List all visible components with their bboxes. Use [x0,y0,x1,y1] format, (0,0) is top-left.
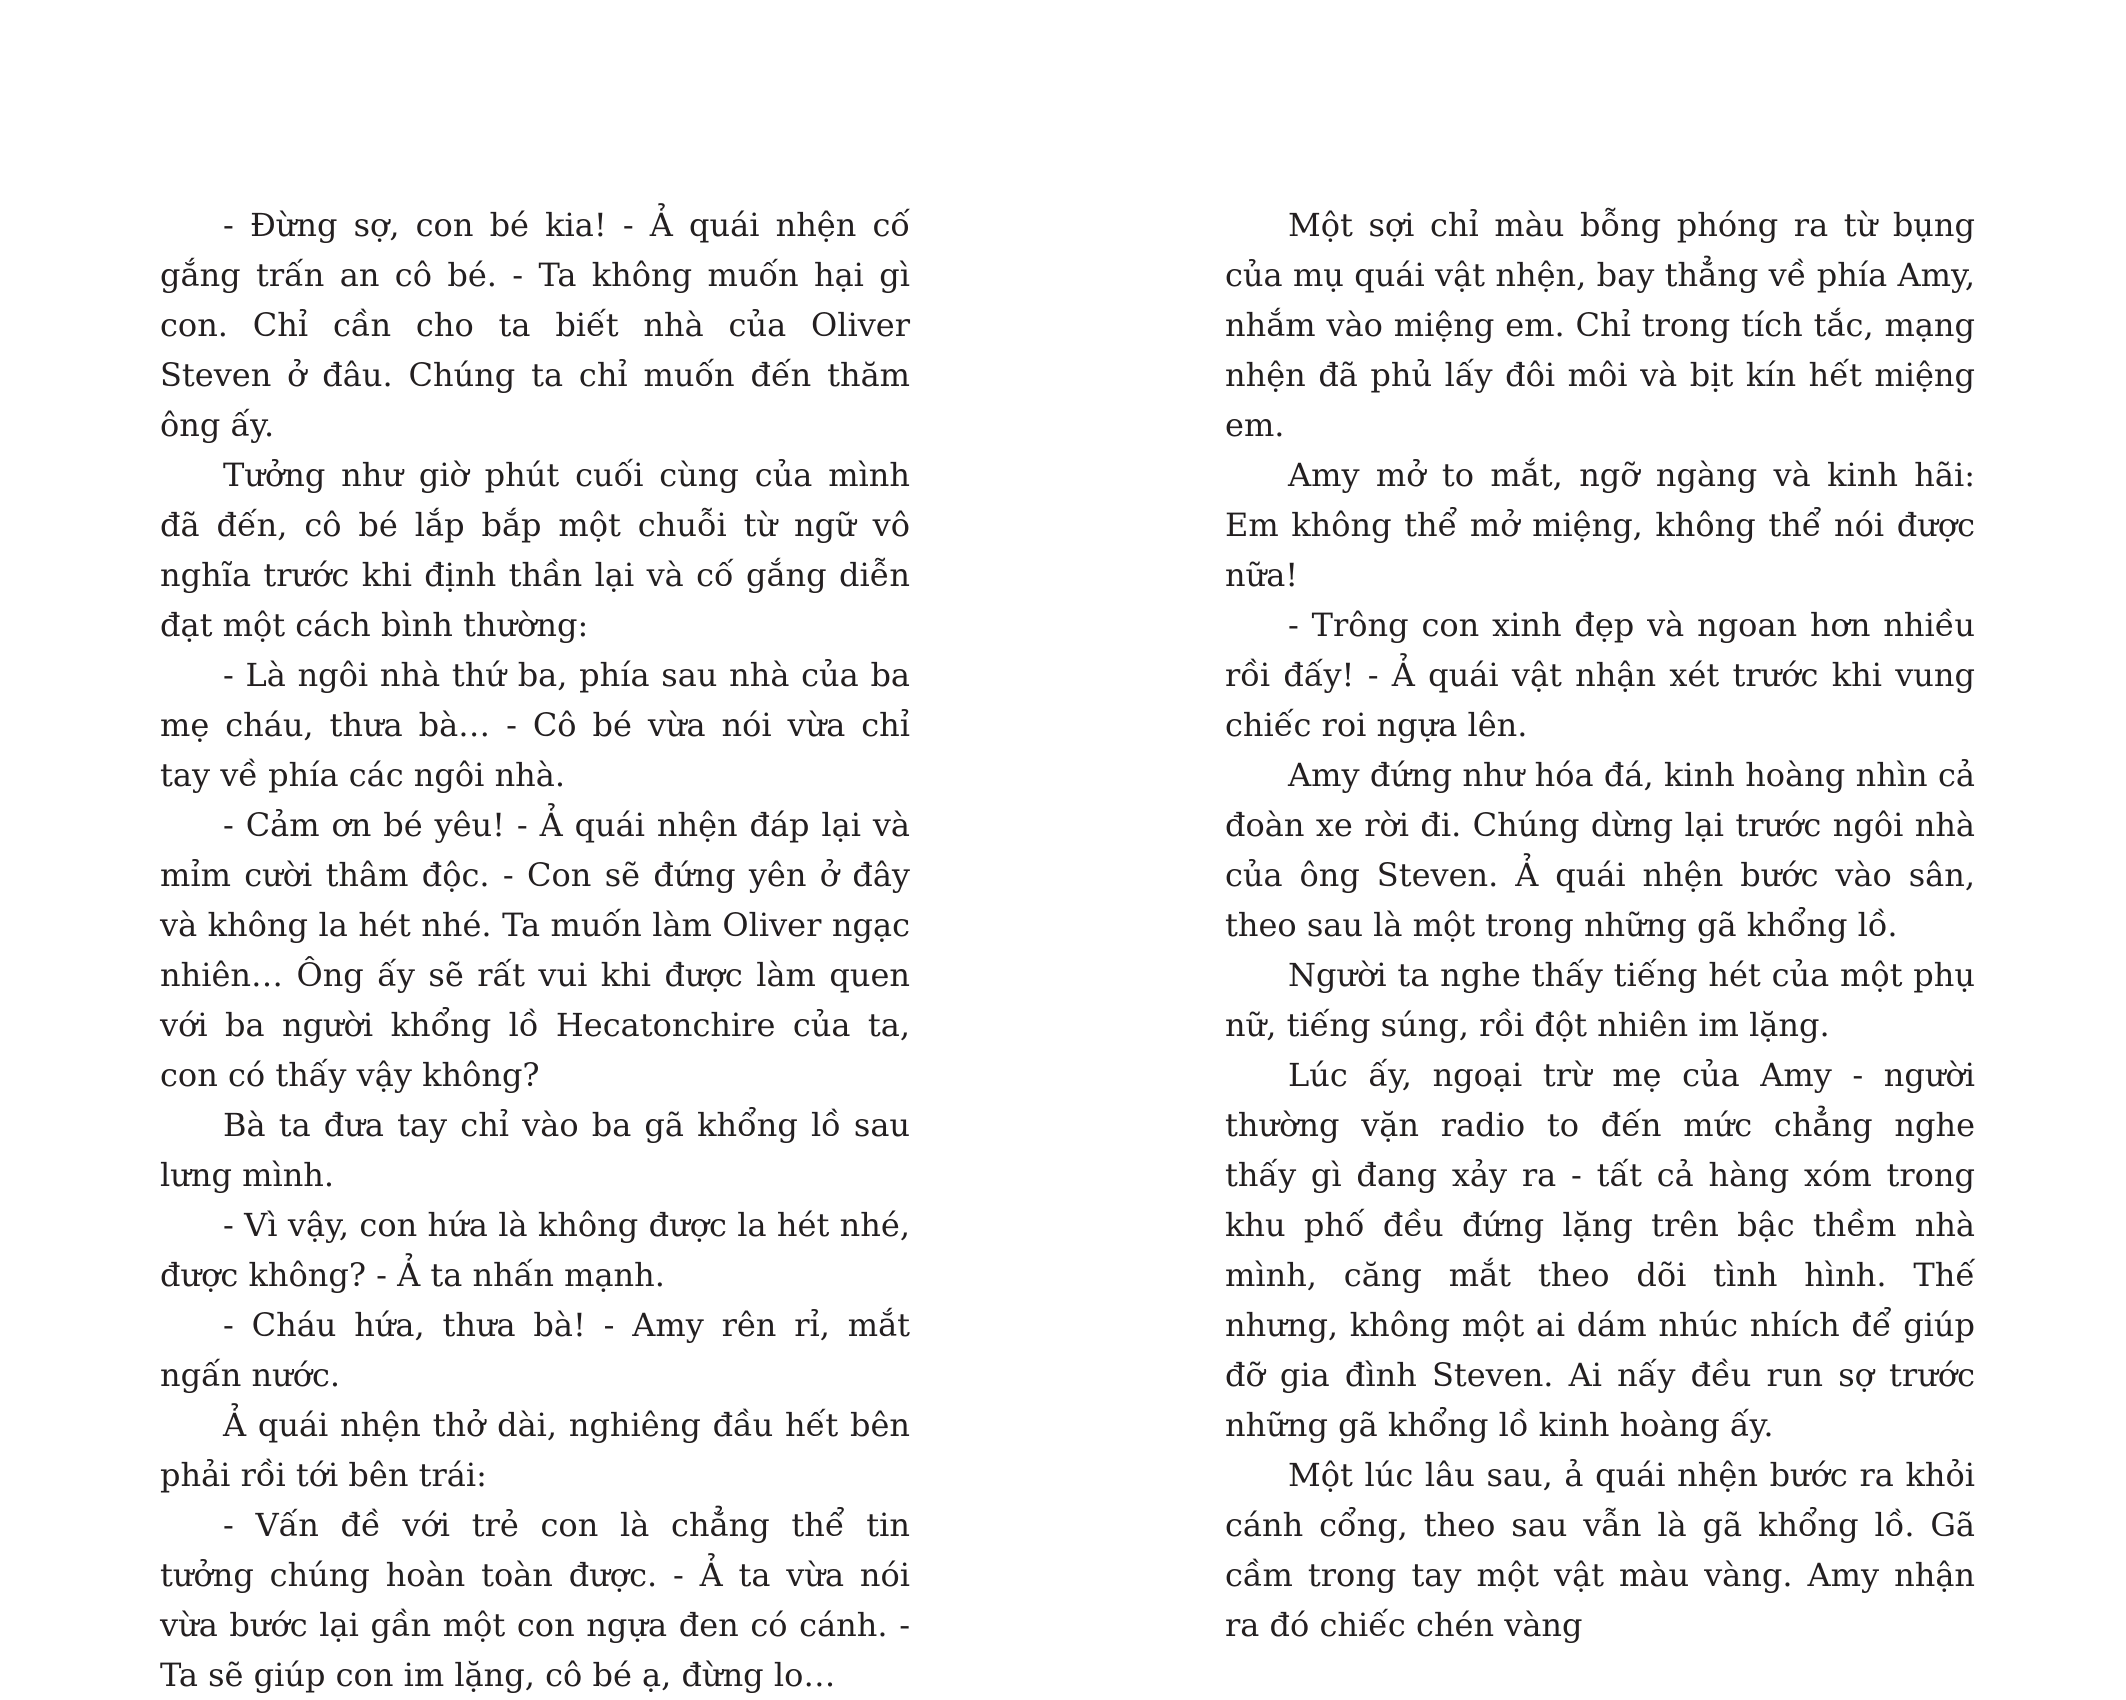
paragraph: - Trông con xinh đẹp và ngoan hơn nhiều rồi đấy! - Ả quái vật nhận xét trước khi vung chiếc roi ngựa lên. [1225,606,1975,744]
paragraph: Amy đứng như hóa đá, kinh hoàng nhìn cả đoàn xe rời đi. Chúng dừng lại trước ngôi nhà của ông Steven. Ả quái nhện bước vào sân, theo sau là một trong những gã khổng lồ. [1225,756,1975,944]
paragraph: Một sợi chỉ màu bỗng phóng ra từ bụng của mụ quái vật nhện, bay thẳng về phía Amy, nhắm vào miệng em. Chỉ trong tích tắc, mạng nhện đã phủ lấy đôi môi và bịt kín hết miệng em. [1225,206,1975,444]
paragraph: Tưởng như giờ phút cuối cùng của mình đã đến, cô bé lắp bắp một chuỗi từ ngữ vô nghĩa trước khi định thần lại và cố gắng diễn đạt một cách bình thường: [160,456,910,644]
paragraph: Ả quái nhện thở dài, nghiêng đầu hết bên phải rồi tới bên trái: [160,1406,910,1494]
paragraph: Bà ta đưa tay chỉ vào ba gã khổng lồ sau lưng mình. [160,1106,910,1194]
right-page [1225,200,1975,1650]
paragraph: - Cảm ơn bé yêu! - Ả quái nhện đáp lại và mỉm cười thâm độc. - Con sẽ đứng yên ở đây và không la hét nhé. Ta muốn làm Oliver ngạc nhiên… Ông ấy sẽ rất vui khi được làm quen với ba người khổng lồ Hecatonchire của ta, con có thấy vậy không? [160,806,910,1094]
paragraph: Người ta nghe thấy tiếng hét của một phụ nữ, tiếng súng, rồi đột nhiên im lặng. [1225,956,1975,1044]
paragraph: Lúc ấy, ngoại trừ mẹ của Amy - người thường vặn radio to đến mức chẳng nghe thấy gì đang xảy ra - tất cả hàng xóm trong khu phố đều đứng lặng trên bậc thềm nhà mình, căng mắt theo dõi tình hình. Thế nhưng, không một ai dám nhúc nhích để giúp đỡ gia đình Steven. Ai nấy đều run sợ trước những gã khổng lồ kinh hoàng ấy. [1225,1056,1975,1444]
paragraph: - Vấn đề với trẻ con là chẳng thể tin tưởng chúng hoàn toàn được. - Ả ta vừa nói vừa bước lại gần một con ngựa đen có cánh. - Ta sẽ giúp con im lặng, cô bé ạ, đừng lo… [160,1506,910,1694]
paragraph: - Cháu hứa, thưa bà! - Amy rên rỉ, mắt ngấn nước. [160,1306,910,1394]
paragraph: Một lúc lâu sau, ả quái nhện bước ra khỏi cánh cổng, theo sau vẫn là gã khổng lồ. Gã cầm trong tay một vật màu vàng. Amy nhận ra đó chiếc chén vàng [1225,1456,1975,1644]
paragraph: - Đừng sợ, con bé kia! - Ả quái nhện cố gắng trấn an cô bé. - Ta không muốn hại gì con. Chỉ cần cho ta biết nhà của Oliver Steven ở đâu. Chúng ta chỉ muốn đến thăm ông ấy. [160,206,910,444]
paragraph: - Vì vậy, con hứa là không được la hét nhé, được không? - Ả ta nhấn mạnh. [160,1206,910,1294]
paragraph: - Là ngôi nhà thứ ba, phía sau nhà của ba mẹ cháu, thưa bà… - Cô bé vừa nói vừa chỉ tay về phía các ngôi nhà. [160,656,910,794]
left-page [160,200,910,1700]
paragraph: Amy mở to mắt, ngỡ ngàng và kinh hãi: Em không thể mở miệng, không thể nói được nữa! [1225,456,1975,594]
